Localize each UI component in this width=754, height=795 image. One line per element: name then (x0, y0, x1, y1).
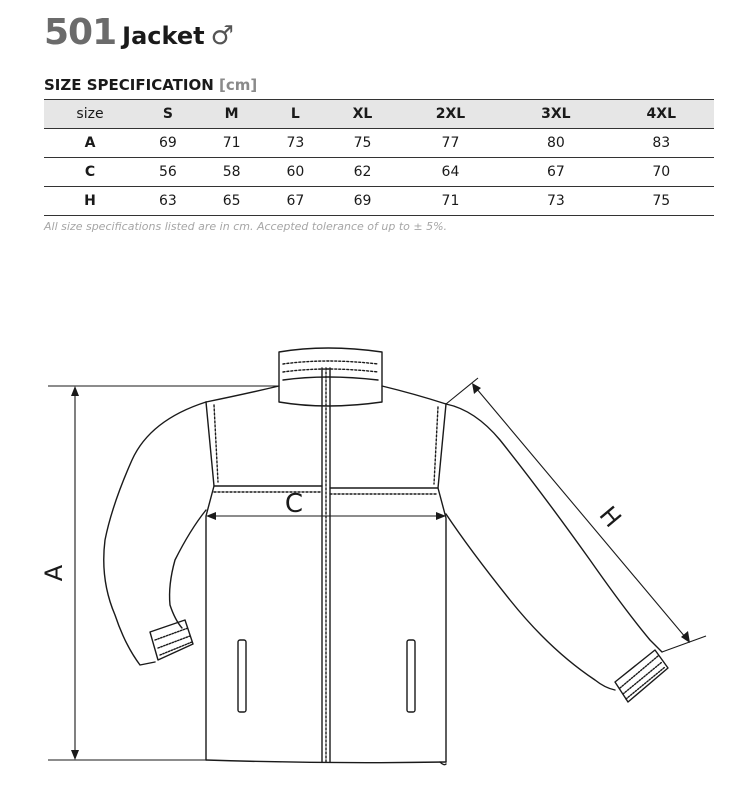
row-label: C (84, 164, 96, 180)
size-column-header: 2XL (435, 106, 466, 122)
measure-h-top-guide (446, 378, 478, 404)
table-cell: 75 (652, 193, 671, 209)
left-side (206, 402, 214, 760)
left-pocket (238, 640, 246, 712)
table-cell: 64 (441, 164, 460, 180)
size-column-header: 3XL (541, 106, 571, 122)
measure-h (446, 378, 706, 652)
model-number: 501 (44, 12, 117, 53)
table-cell: 73 (546, 193, 565, 209)
table-cell: 65 (222, 193, 241, 209)
table-cell: 71 (222, 135, 241, 151)
table-cell: 73 (286, 135, 305, 151)
table-cell: 77 (441, 135, 460, 151)
right-shoulder (382, 386, 446, 404)
row-label: H (84, 193, 96, 209)
table-cell: 56 (158, 164, 177, 180)
size-spec-title: SIZE SPECIFICATION (44, 76, 214, 94)
table-cell: 75 (353, 135, 372, 151)
right-pocket (407, 640, 415, 712)
arrow-left-icon (206, 512, 216, 520)
left-sleeve-outer (104, 402, 206, 665)
arrow-up-icon (71, 386, 79, 396)
table-cell: 67 (286, 193, 305, 209)
right-cuff-rib (620, 656, 665, 699)
product-name: Jacket (122, 22, 205, 50)
right-sleeve-outer (446, 404, 662, 652)
size-spec-unit: [cm] (219, 76, 258, 94)
size-column-header: XL (352, 106, 373, 122)
size-column-header: M (224, 106, 239, 122)
size-column-label: size (76, 106, 104, 122)
table-cell: 60 (286, 164, 305, 180)
table-cell: 67 (546, 164, 565, 180)
table-cell: 70 (652, 164, 671, 180)
measure-a-label: A (40, 564, 68, 582)
table-cell: 69 (353, 193, 372, 209)
tolerance-note: All size specifications listed are in cm. Accepted tolerance of up to ± 5%. (44, 220, 448, 233)
right-sleeve-inner (446, 514, 615, 690)
left-shoulder (206, 386, 279, 402)
table-cell: 58 (222, 164, 241, 180)
left-cuff-rib (155, 628, 192, 655)
measure-h-line (476, 388, 686, 638)
left-sleeve-inner (170, 510, 206, 628)
table-cell: 69 (158, 135, 177, 151)
male-symbol-icon: ♂ (210, 21, 234, 51)
measure-a (48, 386, 279, 760)
table-cell: 63 (158, 193, 177, 209)
arrow-down-icon (71, 750, 79, 760)
table-cell: 62 (353, 164, 372, 180)
measure-h-label: H (593, 500, 627, 533)
size-column-header: S (162, 106, 173, 122)
collar-stitch (283, 361, 378, 364)
table-cell: 71 (441, 193, 460, 209)
measure-c-label: C (284, 489, 304, 519)
size-column-header: 4XL (646, 106, 676, 122)
row-label: A (84, 135, 96, 151)
table-cell: 80 (546, 135, 565, 151)
table-cell: 83 (652, 135, 671, 151)
right-side (438, 404, 446, 762)
right-armhole-stitch (434, 407, 438, 484)
jacket-outline (104, 348, 668, 765)
size-column-header: L (290, 106, 300, 122)
left-armhole-stitch (214, 405, 218, 482)
